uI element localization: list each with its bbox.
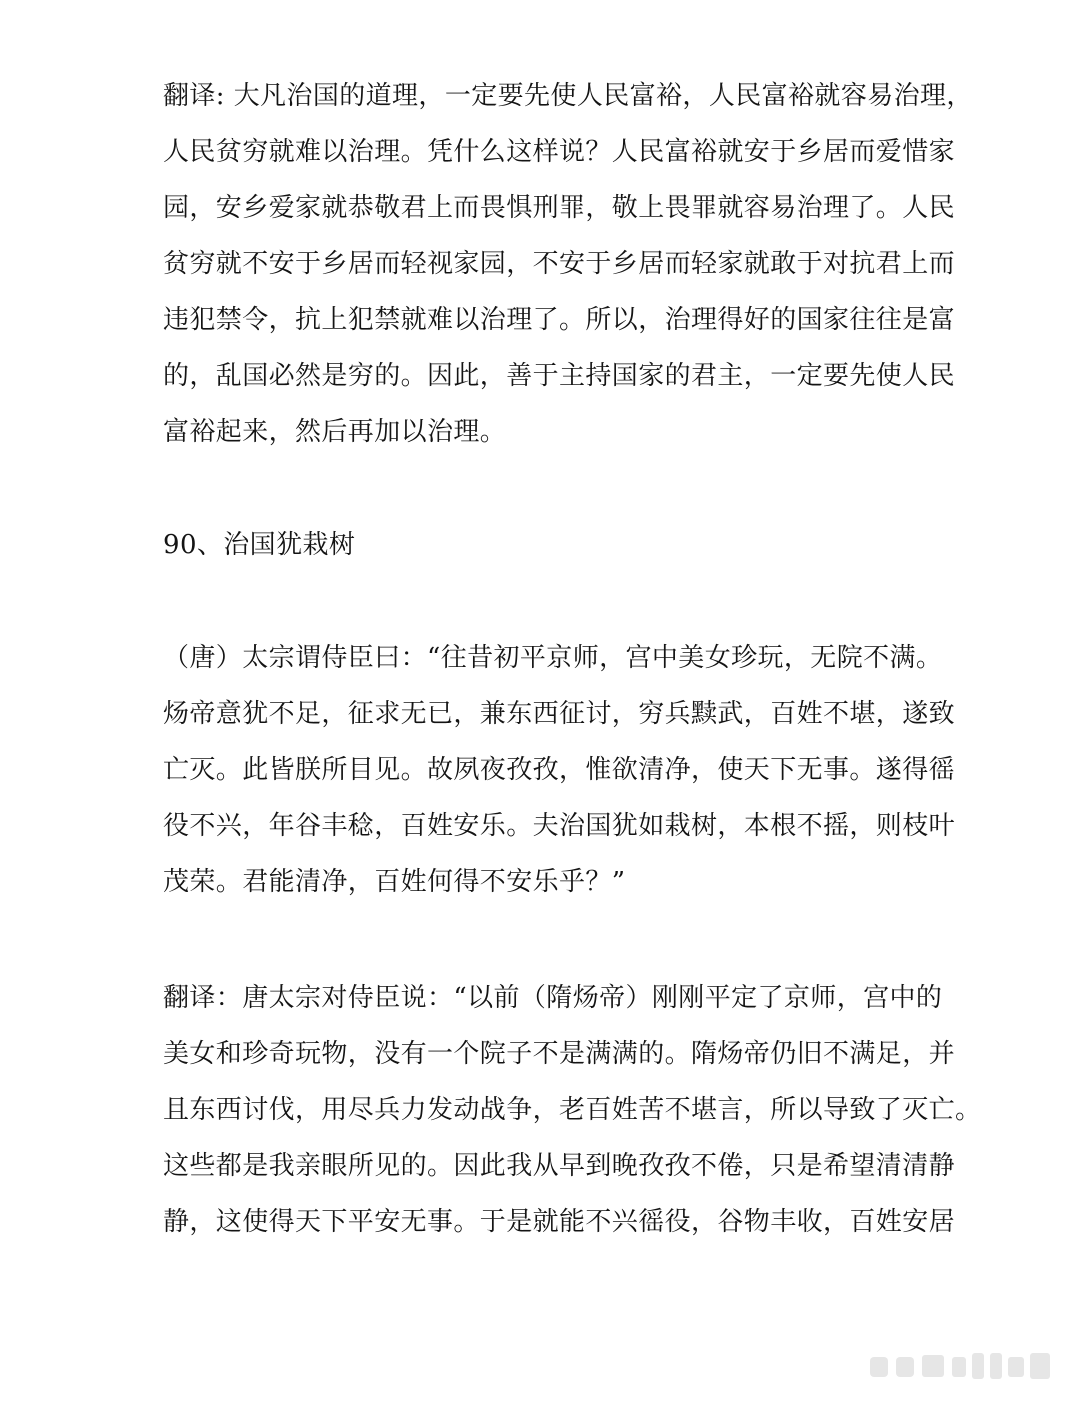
paragraph3-line-2: 美女和珍奇玩物，没有一个院子不是满满的。隋炀帝仍旧不满足，并 xyxy=(163,1039,956,1069)
paragraph3-line-1: 翻译：唐太宗对侍臣说：“以前（隋炀帝）刚刚平定了京师，宫中的 xyxy=(163,983,943,1013)
paragraph2-line-1: （唐）太宗谓侍臣曰：“往昔初平京师，宫中美女珍玩，无院不满。 xyxy=(163,643,943,673)
paragraph1-line-2: 人民贫穷就难以治理。凭什么这样说？人民富裕就安于乡居而爱惜家 xyxy=(163,137,956,167)
paragraph1-line-5: 违犯禁令，抗上犯禁就难以治理了。所以，治理得好的国家往往是富 xyxy=(163,305,956,335)
paragraph2-line-2: 炀帝意犹不足，征求无已，兼东西征讨，穷兵黩武，百姓不堪，遂致 xyxy=(163,699,956,729)
paragraph3-line-3: 且东西讨伐，用尽兵力发动战争，老百姓苦不堪言，所以导致了灭亡。 xyxy=(163,1095,982,1125)
section-heading: 90、治国犹栽树 xyxy=(163,530,356,560)
paragraph2-line-5: 茂荣。君能清净，百姓何得不安乐乎？” xyxy=(163,867,626,897)
paragraph1-line-3: 园，安乡爱家就恭敬君上而畏惧刑罪，敬上畏罪就容易治理了。人民 xyxy=(163,193,956,223)
paragraph1-line-6: 的，乱国必然是穷的。因此，善于主持国家的君主，一定要先使人民 xyxy=(163,361,956,391)
paragraph1-line-1: 翻译: 大凡治国的道理，一定要先使人民富裕，人民富裕就容易治理， xyxy=(163,81,973,111)
paragraph1-line-4: 贫穷就不安于乡居而轻视家园，不安于乡居而轻家就敢于对抗君上而 xyxy=(163,249,956,279)
paragraph3-line-5: 静，这使得天下平安无事。于是就能不兴徭役，谷物丰收，百姓安居 xyxy=(163,1207,956,1237)
paragraph2-line-3: 亡灭。此皆朕所目见。故夙夜孜孜，惟欲清净，使天下无事。遂得徭 xyxy=(163,755,956,785)
paragraph1-line-7: 富裕起来，然后再加以治理。 xyxy=(163,417,507,447)
weibo-watermark-icon xyxy=(866,1335,1066,1395)
paragraph2-line-4: 役不兴，年谷丰稔，百姓安乐。夫治国犹如栽树，本根不摇，则枝叶 xyxy=(163,811,956,841)
paragraph3-line-4: 这些都是我亲眼所见的。因此我从早到晚孜孜不倦，只是希望清清静 xyxy=(163,1151,956,1181)
